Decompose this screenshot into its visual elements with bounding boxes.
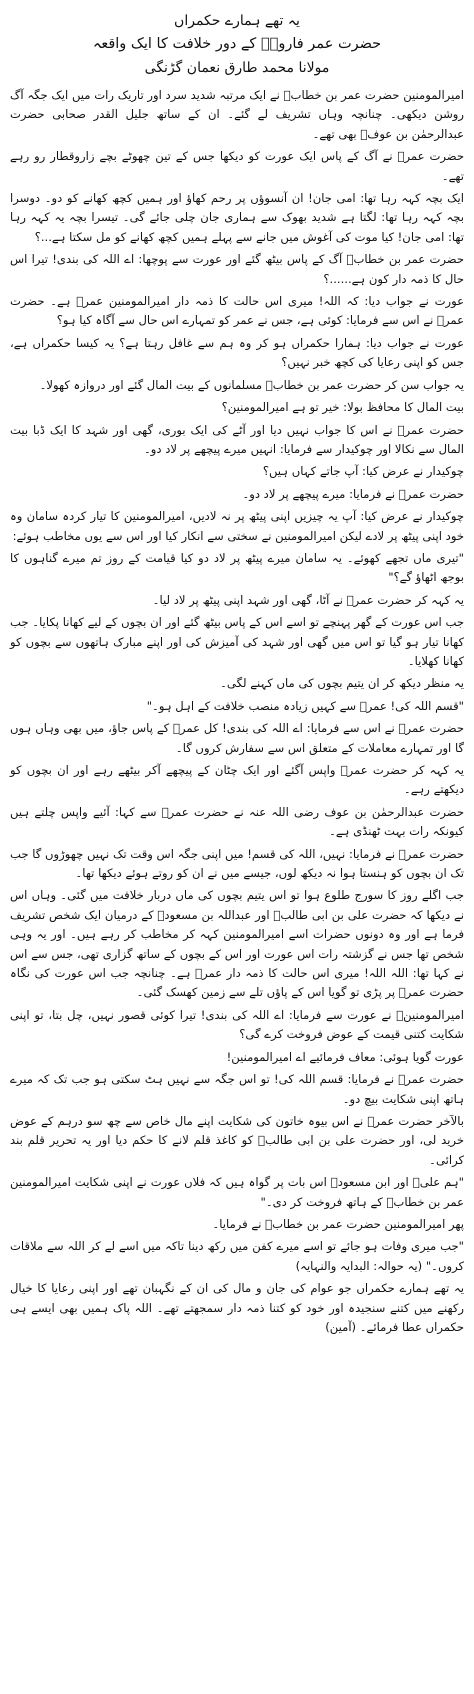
- quote-paragraph: "ہم علیؓ اور ابن مسعودؓ اس بات پر گواہ ہیں کہ فلاں عورت نے اپنی شکایت امیرالمومنین عمر بن خطابؓ کے ہاتھ فروخت کر دی۔": [10, 1175, 464, 1209]
- article-header: [10, 10, 464, 80]
- paragraph: جب اگلے روز کا سورج طلوع ہوا تو اس یتیم بچوں کی ماں دربار خلافت میں گئی۔ وہاں اس نے دیکھا کہ حضرت علی بن ابی طالبؓ اور عبداللہ بن مسعودؓ کے درمیان ایک شخص تشریف فرما ہے اور وہ دونوں حضرات اسے امیرالمومنین کہہ کر مخاطب کر رہے ہیں۔ اور یہ وہی شخص تھا جس نے گزشتہ رات اس عورت اور اس کے بچوں کے ساتھ گزاری تھی، جس سے اس نے کہا تھا: اللہ اللہ! میری اس حالت کا ذمہ دار عمرؓ ہے۔ چنانچہ جب اس عورت کی نگاہ حضرت عمرؓ پر پڑی تو گویا اس کے پاؤں تلے سے زمین کھسک گئی۔: [10, 888, 464, 1000]
- paragraph: بیت المال کا محافظ بولا: خیر تو ہے امیرالمومنین؟: [221, 400, 464, 415]
- paragraph: یہ منظر دیکھ کر ان یتیم بچوں کی ماں کہنے لگی۔: [220, 676, 464, 691]
- paragraph: چوکیدار نے عرض کیا: آپ یہ چیزیں اپنی پیٹھ پر نہ لادیں، امیرالمومنین کا تیار کردہ سامان وہ خود اپنی پیٹھ پر لادے لیکن امیرالمومنین نے سختی سے انکار کیا اور اس سے یوں مخاطب ہوئے:: [10, 509, 464, 543]
- paragraph: عورت نے جواب دیا: کہ اللہ! میری اس حالت کا ذمہ دار امیرالمومنین عمرؓ ہے۔ حضرت عمرؓ نے اس سے فرمایا: کوئی ہے، جس نے عمر کو تمہارے اس حال سے آگاہ کیا ہو؟: [10, 294, 464, 328]
- paragraph: یہ کہہ کر حضرت عمرؓ واپس آگئے اور ایک چٹان کے پیچھے آکر بیٹھے رہے اور ان بچوں کو دیکھتے رہے۔: [10, 763, 464, 797]
- closing-paragraph: یہ تھے ہمارے حکمراں جو عوام کی جان و مال کی ان کے نگہبان تھے اور اپنی رعایا کا خیال رکھنے میں کتنے سنجیدہ اور خود کو کتنا ذمہ دار سمجھتے تھے۔ اللہ پاک ہمیں بھی ایسے ہی حکمراں عطا فرمائے۔ (آمین): [10, 1281, 464, 1334]
- quote-paragraph: "جب میری وفات ہو جائے تو اسے میرے کفن میں رکھ دینا تاکہ میں اسے لے کر اللہ سے ملاقات کروں۔" (یہ حوالہ: البدایہ والنہایہ): [10, 1239, 464, 1273]
- paragraph: حضرت عبدالرحمٰن بن عوف رضی اللہ عنہ نے حضرت عمرؓ سے کہا: آئیے واپس چلتے ہیں کیونکہ رات بہت ٹھنڈی ہے۔: [10, 804, 464, 839]
- paragraph: امیرالمومنینؓ نے عورت سے فرمایا: اے اللہ کی بندی! تیرا کوئی قصور نہیں، چل بتا، تو اپنی شکایت کتنی قیمت کے عوض فروخت کرے گی؟: [10, 1007, 464, 1042]
- headline: یہ تھے ہمارے حکمراں: [174, 13, 300, 29]
- author-name: مولانا محمد طارق نعمان گڑنگی: [144, 60, 330, 76]
- paragraph: یہ جواب سن کر حضرت عمر بن خطابؓ مسلمانوں کے بیت المال گئے اور دروازہ کھولا۔: [39, 377, 464, 392]
- paragraph: حضرت عمرؓ نے اس سے فرمایا: اے اللہ کی بندی! کل عمرؓ کے پاس جاؤ، میں بھی وہاں ہوں گا اور تمہارے معاملات کے متعلق اس سے سفارش کروں گا۔: [10, 721, 464, 755]
- paragraph: حضرت عمرؓ نے فرمایا: میرے پیچھے پر لاد دو۔: [242, 486, 464, 501]
- paragraph: یہ کہہ کر حضرت عمرؓ نے آٹا، گھی اور شہد اپنی پیٹھ پر لاد لیا۔: [152, 592, 464, 607]
- paragraph: حضرت عمرؓ نے فرمایا: قسم اللہ کی! تو اس جگہ سے نہیں ہٹ سکتی ہو جب تک کہ میرے ہاتھ اپنی شکایت بیچ دو۔: [10, 1072, 464, 1106]
- article-title: حضرت عمر فاروقؓ کے دور خلافت کا ایک واقعہ: [92, 36, 382, 52]
- paragraph: بالآخر حضرت عمرؓ نے اس بیوہ خاتون کی شکایت اپنے مال خاص سے چھ سو درہم کے عوض خرید لی، اور حضرت علی بن ابی طالبؓ کو کاغذ قلم لانے کا حکم دیا اور یہ تحریر قلم بند کرائی۔: [10, 1113, 464, 1167]
- paragraph: حضرت عمر بن خطابؓ آگ کے پاس بیٹھ گئے اور عورت سے پوچھا: اے اللہ کی بندی! تیرا اس حال کا ذمہ دار کون ہے......؟: [10, 252, 464, 286]
- paragraph: عورت گویا ہوئی: معاف فرمائیے اے امیرالمومنین!: [226, 1049, 464, 1064]
- paragraph: امیرالمومنین حضرت عمر بن خطابؓ نے ایک مرتبہ شدید سرد اور تاریک رات میں ایک جگہ آگ روشن دیکھی۔ چنانچہ وہاں تشریف لے گئے۔ ان کے ساتھ جلیل القدر صحابی حضرت عبدالرحمٰن بن عوفؓ بھی تھے۔: [10, 88, 464, 141]
- quote-paragraph: "قسم اللہ کی! عمرؓ سے کہیں زیادہ منصب خلافت کے اہل ہو۔": [146, 698, 464, 713]
- paragraph: حضرت عمرؓ نے آگ کے پاس ایک عورت کو دیکھا جس کے تین چھوٹے بچے زاروقطار رو رہے تھے۔: [10, 149, 464, 183]
- paragraph: ایک بچہ کہہ رہا تھا: امی جان! ان آنسوؤں پر رحم کھاؤ اور ہمیں کچھ کھانے کو دو۔ دوسرا بچہ کہہ رہا تھا: لگتا ہے شدید بھوک سے ہماری جان چلی جائے گی۔ تیسرا بچہ یہ کہہ رہا تھا: امی جان! کیا موت کی آغوش میں جانے سے پہلے ہمیں کچھ کھانے کو مل سکتا ہے...؟: [10, 191, 464, 244]
- quote-paragraph: "تیری ماں تجھے کھوئے۔ یہ سامان میرے پیٹھ پر لاد دو کیا قیامت کے روز تم میرے گناہوں کا بوجھ اٹھاؤ گے؟": [10, 550, 464, 585]
- paragraph: پھر امیرالمومنین حضرت عمر بن خطابؓ نے فرمایا۔: [212, 1216, 464, 1231]
- paragraph: عورت نے جواب دیا: ہمارا حکمراں ہو کر وہ ہم سے غافل رہتا ہے؟ یہ کیسا حکمراں ہے، جس کو اپنی رعایا کی کچھ خبر نہیں؟: [10, 335, 464, 370]
- paragraph: حضرت عمرؓ نے فرمایا: نہیں، اللہ کی قسم! میں اپنی جگہ اس وقت تک نہیں چھوڑوں گا جب تک ان بچوں کو ہنستا ہوا نہ دیکھ لوں، جیسے میں نے ان کو روتے ہوئے دیکھا تھا۔: [10, 846, 464, 881]
- paragraph: چوکیدار نے عرض کیا: آپ جاتے کہاں ہیں؟: [262, 464, 464, 479]
- article-body: [10, 86, 464, 1337]
- paragraph: جب اس عورت کے گھر پہنچے تو اسے اس کے پاس بیٹھ گئے اور ان بچوں کے لیے کھانا پکایا۔ جب کھانا تیار ہو گیا تو اس میں گھی اور شہد کی آمیزش کی اور اپنے مبارک ہاتھوں سے بچوں کو کھانا کھلایا۔: [10, 615, 464, 668]
- paragraph: حضرت عمرؓ نے اس کا جواب نہیں دیا اور آٹے کی ایک بوری، گھی اور شہد کا ایک ڈبا بیت المال سے نکالا اور چوکیدار سے فرمایا: انہیں میرے پیچھے پر لاد دو۔: [10, 422, 464, 456]
